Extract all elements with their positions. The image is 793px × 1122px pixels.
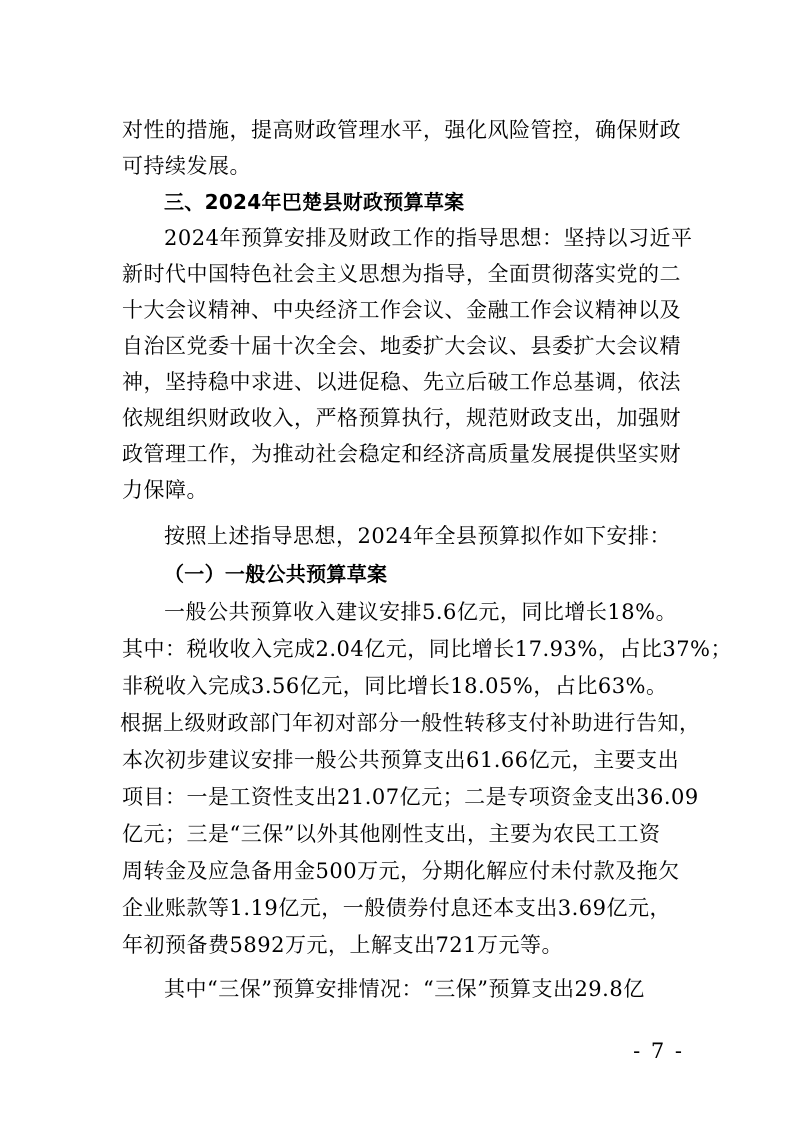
body-text-line: 神，坚持稳中求进、以进促稳、先立后破工作总基调，依法	[122, 370, 681, 394]
section-heading: 三、2024年巴楚县财政预算草案	[164, 190, 465, 214]
body-text-line: 对性的措施，提高财政管理水平，强化风险管控，确保财政	[122, 118, 681, 142]
body-text-line: 其中“三保”预算安排情况：“三保”预算支出29.8亿	[164, 977, 645, 1001]
body-text-line: 新时代中国特色社会主义思想为指导，全面贯彻落实党的二	[122, 262, 681, 286]
body-text-line: 力保障。	[122, 478, 208, 502]
body-text-line: 年初预备费5892万元，上解支出721万元等。	[122, 933, 564, 957]
body-text-line: 自治区党委十届十次全会、地委扩大会议、县委扩大会议精	[122, 334, 681, 358]
body-text-line: 可持续发展。	[122, 154, 251, 178]
body-text-line: 周转金及应急备用金500万元，分期化解应付未付款及拖欠	[122, 859, 680, 883]
body-text-line: 亿元；三是“三保”以外其他刚性支出，主要为农民工工资	[122, 822, 661, 846]
body-text-line: 十大会议精神、中央经济工作会议、金融工作会议精神以及	[122, 298, 681, 322]
body-text-line: 本次初步建议安排一般公共预算支出61.66亿元，主要支出	[122, 748, 680, 772]
body-text-line: 按照上述指导思想，2024年全县预算拟作如下安排：	[164, 524, 671, 548]
body-text-line: 其中：税收收入完成2.04亿元，同比增长17.93%，占比37%；	[122, 637, 733, 661]
body-text-line: 企业账款等1.19亿元，一般债券付息还本支出3.69亿元，	[122, 896, 672, 920]
page-number: - 7 -	[633, 1039, 684, 1063]
body-text-line: 政管理工作，为推动社会稳定和经济高质量发展提供坚实财	[122, 442, 681, 466]
body-text-line: 2024年预算安排及财政工作的指导思想：坚持以习近平	[164, 226, 693, 250]
body-text-line: 项目：一是工资性支出21.07亿元；二是专项资金支出36.09	[122, 785, 699, 809]
body-text-line: 非税收入完成3.56亿元，同比增长18.05%，占比63%。	[122, 674, 668, 698]
body-text-line: 依规组织财政收入，严格预算执行，规范财政支出，加强财	[122, 406, 681, 430]
body-text-line: 一般公共预算收入建议安排5.6亿元，同比增长18%。	[164, 600, 678, 624]
subsection-heading: （一）一般公共预算草案	[164, 562, 388, 586]
body-text-line: 根据上级财政部门年初对部分一般性转移支付补助进行告知，	[120, 711, 701, 735]
